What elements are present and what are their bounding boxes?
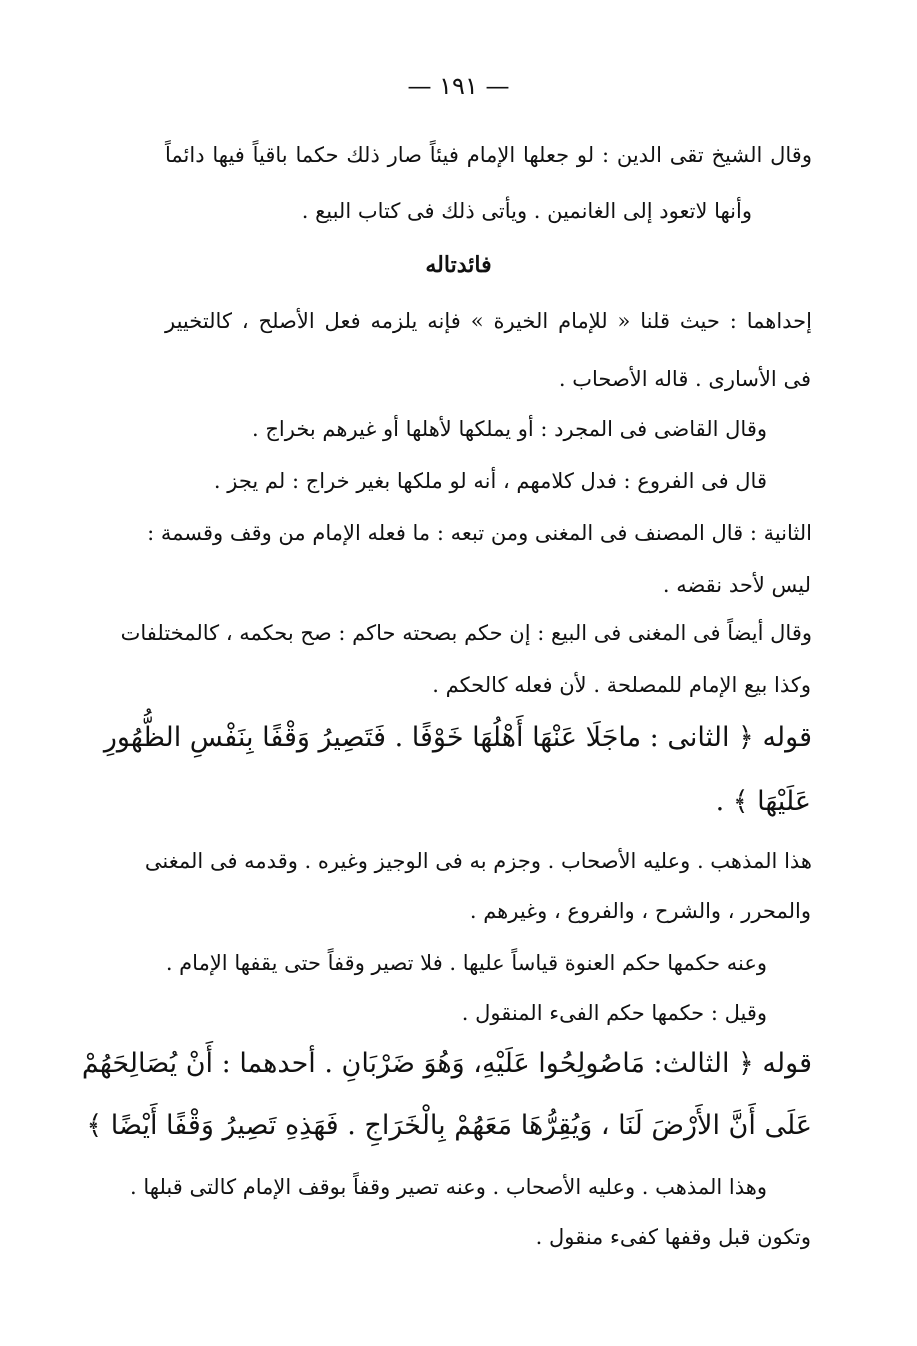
- text-line: والمحرر ، والشرح ، والفروع ، وغيرهم .: [469, 899, 811, 923]
- text-line: هذا المذهب . وعليه الأصحاب . وجزم به فى الوجيز وغيره . وقدمه فى المغنى: [144, 849, 812, 873]
- quoted-text-line: عَلَى أَنَّ الأَرْضَ لَنَا ، وَيُقِرُّهَا مَعَهُمْ بِالْخَرَاجِ . فَهَذِهِ تَصِيرُ وَقْفًا أَيْضًا ﴾: [86, 1110, 812, 1141]
- quoted-text-line: قوله ﴿ الثانى : ماجَلَا عَنْهَا أَهْلُهَا خَوْفًا . فَتَصِيرُ وَقْفًا بِنَفْسِ الظُّهُورِ: [103, 722, 812, 753]
- text-line: ليس لأحد نقضه .: [662, 573, 811, 597]
- text-line: وقال الشيخ تقى الدين : لو جعلها الإمام فيئاً صار ذلك حكما باقياً فيها دائماً: [165, 143, 812, 167]
- text-line: الثانية : قال المصنف فى المغنى ومن تبعه : ما فعله الإمام من وقف وقسمة :: [147, 521, 812, 545]
- text-line: وقال القاضى فى المجرد : أو يملكها لأهلها أو غيرهم بخراج .: [252, 417, 767, 441]
- text-line: إحداهما : حيث قلنا « للإمام الخيرة » فإنه يلزمه فعل الأصلح ، كالتخيير: [165, 309, 812, 333]
- text-line: وقال أيضاً فى المغنى فى البيع : إن حكم بصحته حاكم : صح بحكمه ، كالمختلفات: [120, 621, 812, 645]
- quoted-text-line: عَلَيْهَا ﴾ .: [715, 786, 811, 817]
- page-number: — ١٩١ —: [407, 72, 510, 100]
- text-line: وكذا بيع الإمام للمصلحة . لأن فعله كالحكم .: [432, 673, 811, 697]
- text-line: وعنه حكمها حكم العنوة قياساً عليها . فلا تصير وقفاً حتى يقفها الإمام .: [165, 951, 767, 975]
- text-line: وهذا المذهب . وعليه الأصحاب . وعنه تصير وقفاً بوقف الإمام كالتى قبلها .: [130, 1175, 767, 1199]
- quoted-text-line: قوله ﴿ الثالث: مَاصُولِحُوا عَلَيْهِ، وَهُوَ ضَرْبَانِ . أحدهما : أَنْ يُصَالِحَهُمْ: [81, 1048, 812, 1079]
- text-line: فى الأسارى . قاله الأصحاب .: [558, 367, 811, 391]
- section-heading: فائدتاله: [425, 252, 492, 278]
- text-line: قال فى الفروع : فدل كلامهم ، أنه لو ملكها بغير خراج : لم يجز .: [213, 469, 767, 493]
- text-line: وقيل : حكمها حكم الفىء المنقول .: [461, 1001, 767, 1025]
- text-line: وأنها لاتعود إلى الغانمين . ويأتى ذلك فى كتاب البيع .: [301, 199, 752, 223]
- text-line: وتكون قبل وقفها كفىء منقول .: [535, 1225, 811, 1249]
